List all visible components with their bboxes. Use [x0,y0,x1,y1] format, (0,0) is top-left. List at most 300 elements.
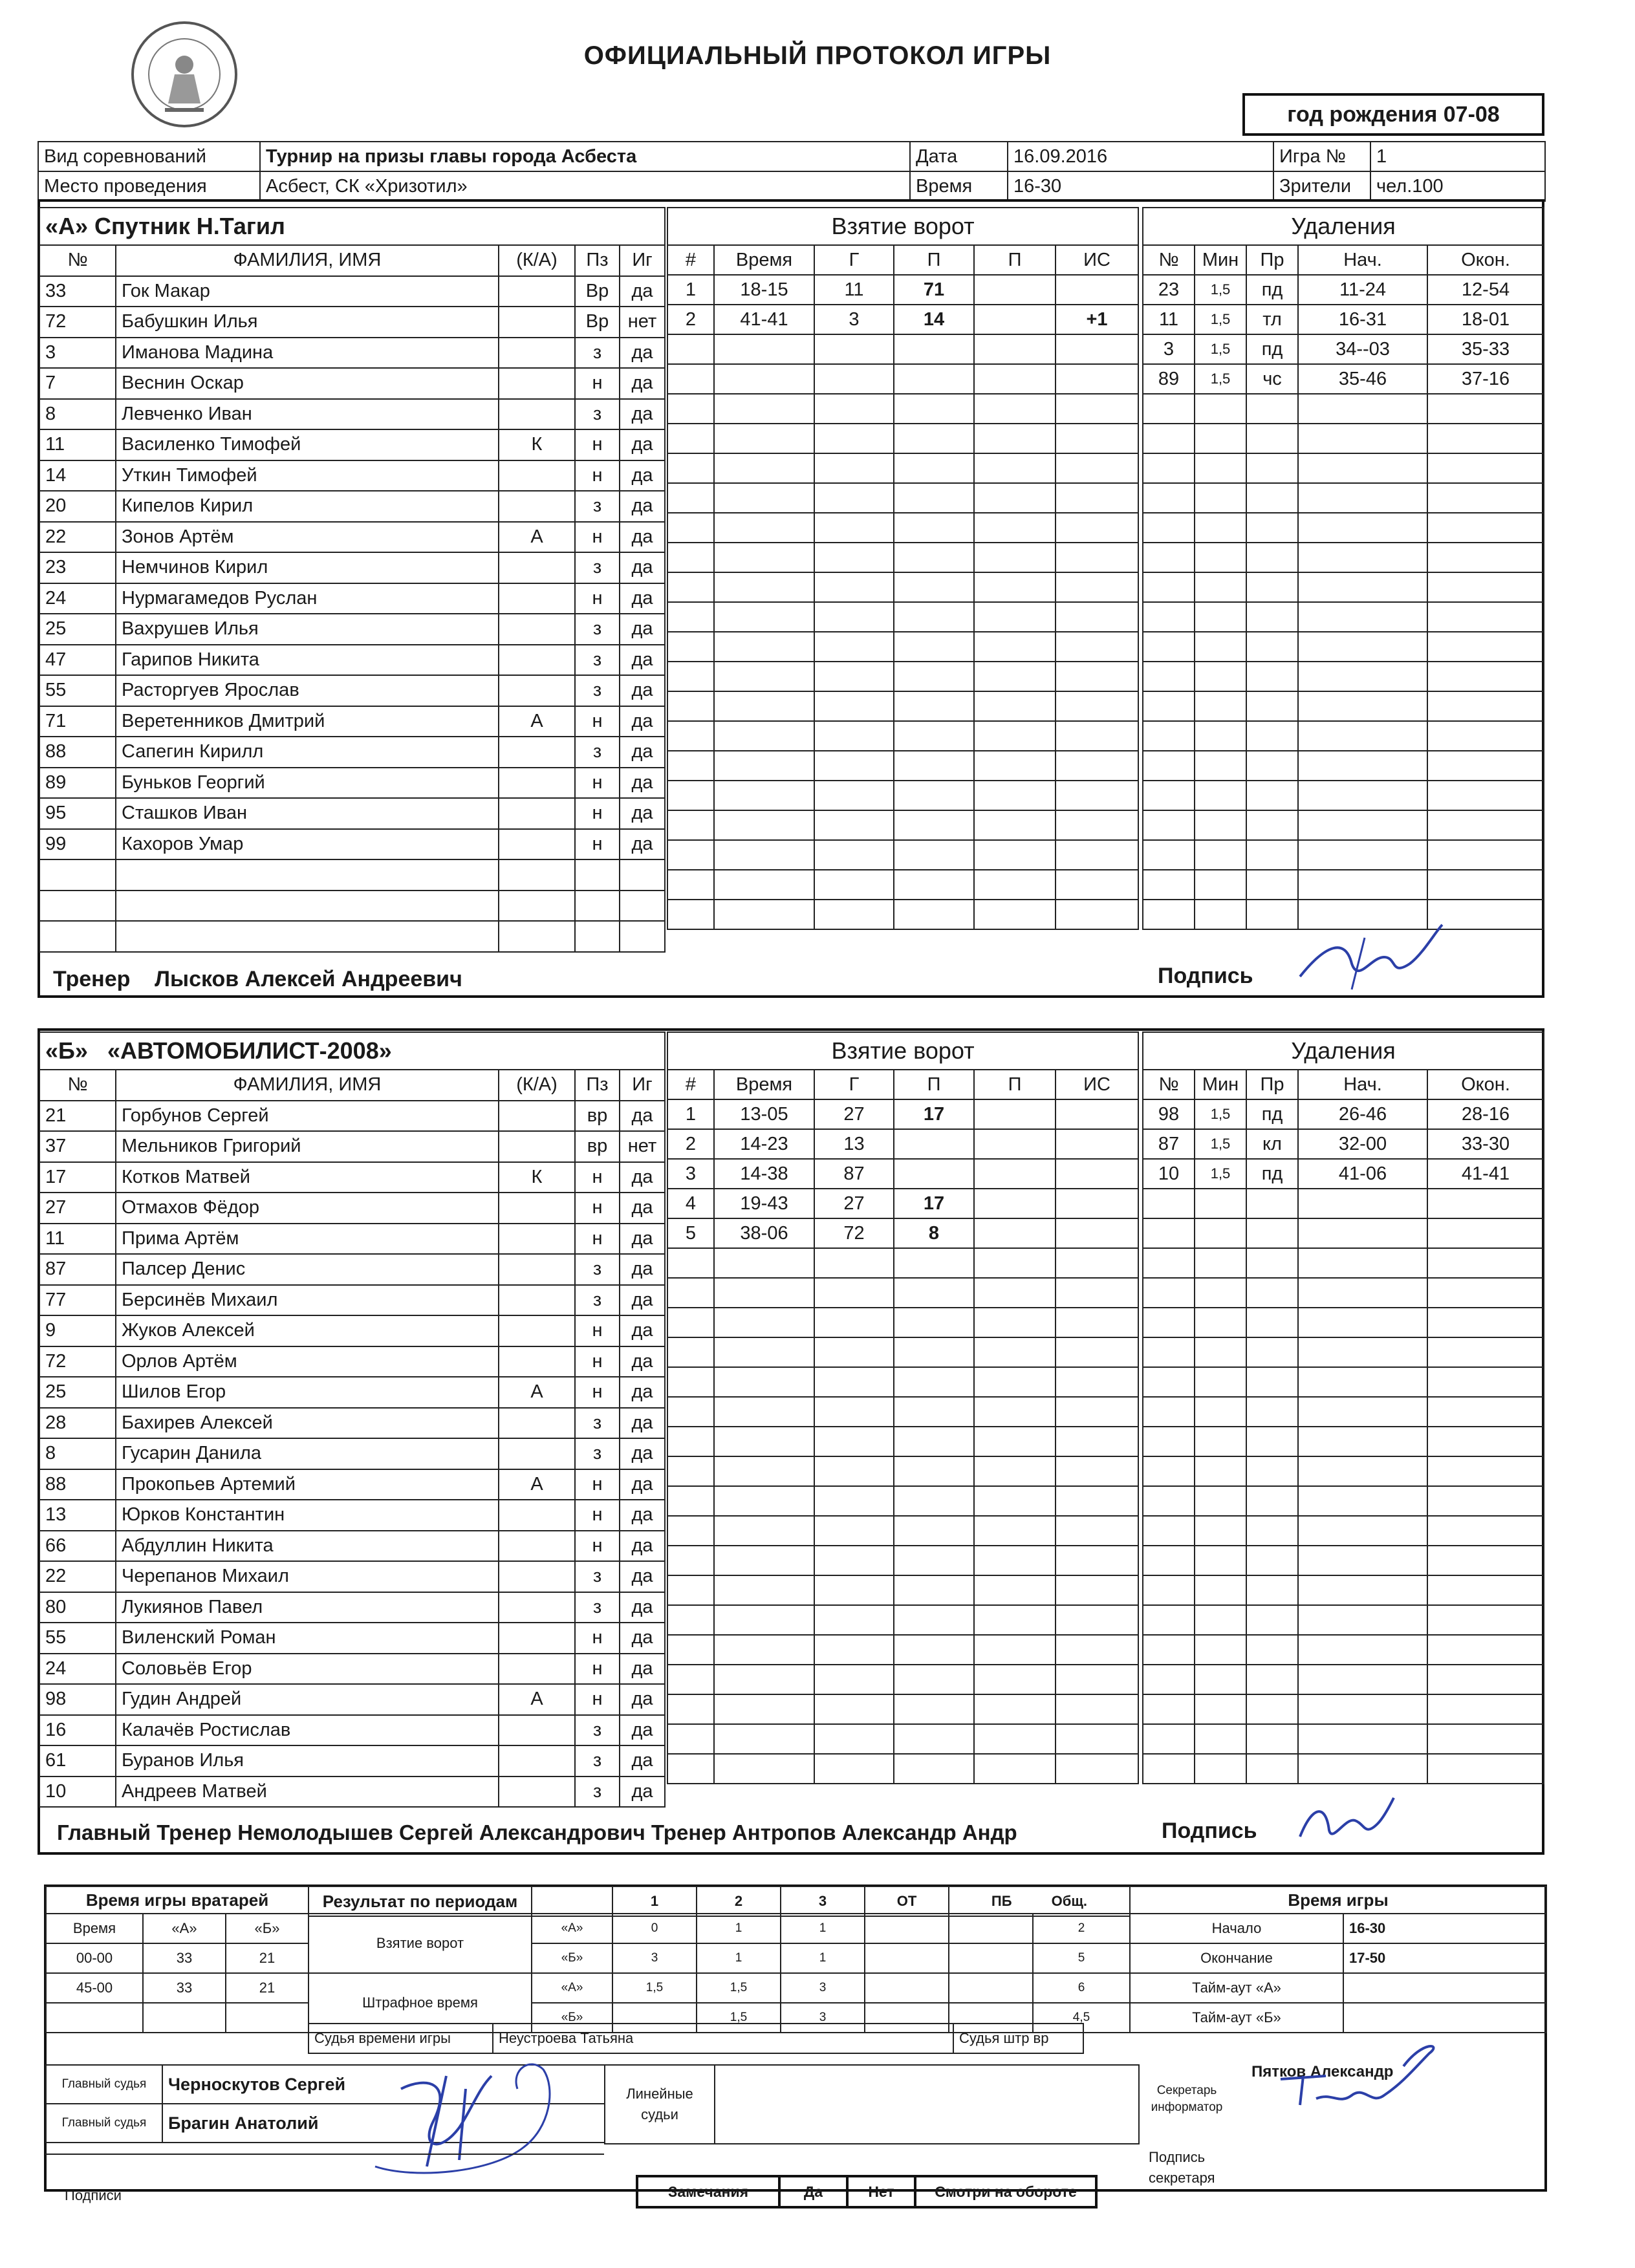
goal-row [667,1575,1138,1605]
team-a-coach [53,967,462,992]
goal-row [667,513,1138,543]
player-row [39,829,665,860]
goal-assist-1 [894,662,974,691]
goal-row [667,1635,1138,1665]
player-role [499,583,575,614]
penalty-end [1427,810,1544,840]
col-ig: Иг [620,1070,665,1101]
player-played: да [620,1777,665,1808]
penalty-end [1427,513,1544,543]
goal-row [667,1546,1138,1575]
penalty-minutes [1195,1248,1246,1278]
penalty-end [1427,602,1544,632]
player-role [499,1745,575,1777]
venue-value: Асбест, СК «Хризотил» [260,171,910,201]
player-played: да [620,1224,665,1255]
goal-situation [1056,1218,1138,1248]
results-cell: 0 [612,1914,697,1943]
player-name: Гудин Андрей [116,1684,499,1715]
penalty-row [1143,1218,1544,1248]
penalty-reason [1246,394,1298,424]
timeout-b-value [1343,2003,1546,2033]
player-number: 99 [39,829,116,860]
remarks-yes[interactable]: Да [779,2176,847,2207]
goal-row [667,394,1138,424]
line-judges-label: Линейные судьи [605,2065,715,2144]
penalty-player [1143,721,1195,751]
player-name: Левченко Иван [116,399,499,430]
goal-assist-2 [974,1337,1056,1367]
remarks-see-back[interactable]: Смотри на обороте [915,2176,1096,2207]
penalty-minutes: 1,5 [1195,1159,1246,1189]
penalty-minutes [1195,1635,1246,1665]
player-row [39,1315,665,1346]
penalties-b-title: Удаления [1143,1032,1544,1070]
player-played: да [620,1285,665,1316]
remarks-no[interactable]: Нет [847,2176,915,2207]
player-position: вр [575,1101,620,1132]
player-row [39,1408,665,1439]
goal-assist-2 [974,1397,1056,1427]
penalty-end [1427,1397,1544,1427]
penalty-row [1143,1397,1544,1427]
penalty-minutes [1195,1516,1246,1546]
penalty-start [1298,424,1427,453]
goal-situation [1056,1337,1138,1367]
penalty-minutes [1195,781,1246,810]
goal-row [667,1605,1138,1635]
team-b-signature [1294,1791,1397,1850]
player-number: 66 [39,1531,116,1562]
goals-b-title: Взятие ворот [667,1032,1138,1070]
gk-cell: 33 [143,1973,226,2003]
penalty-reason [1246,1575,1298,1605]
player-role: К [499,1162,575,1193]
penalty-player [1143,1218,1195,1248]
goal-row [667,751,1138,781]
penalty-minutes [1195,662,1246,691]
penalty-player [1143,1665,1195,1694]
goal-time [714,810,814,840]
goal-assist-1 [894,1516,974,1546]
penalty-start [1298,1397,1427,1427]
penalty-start: 32-00 [1298,1129,1427,1159]
goal-scorer [814,1546,894,1575]
penalty-reason [1246,513,1298,543]
player-row [39,706,665,737]
goal-number [667,1427,714,1456]
col-ig: Иг [620,245,665,276]
line-judges-value [715,2065,1139,2144]
col-name: ФАМИЛИЯ, ИМЯ [116,1070,499,1101]
player-role [499,859,575,891]
end-value: 17-50 [1343,1943,1546,1973]
goal-scorer [814,1694,894,1724]
penalty-row [1143,840,1544,870]
player-role: К [499,429,575,460]
penalty-reason [1246,1367,1298,1397]
penalty-end [1427,691,1544,721]
penalty-player [1143,1575,1195,1605]
penalty-end [1427,632,1544,662]
player-position: з [575,491,620,522]
penalty-reason [1246,721,1298,751]
penalty-reason: пд [1246,1099,1298,1129]
penalty-start [1298,1486,1427,1516]
gk-empty [143,2003,226,2033]
goal-row [667,602,1138,632]
player-name: Отмахов Фёдор [116,1193,499,1224]
goal-time [714,483,814,513]
penalty-end [1427,543,1544,572]
pen-col-pr: Пр [1246,245,1298,275]
penalty-end [1427,1278,1544,1308]
penalty-minutes [1195,394,1246,424]
penalty-player [1143,1516,1195,1546]
goal-assist-2 [974,1635,1056,1665]
goal-situation [1056,1456,1138,1486]
penalty-row [1143,1308,1544,1337]
goal-assist-1 [894,1724,974,1754]
gk-title: Время игры вратарей [46,1886,309,1914]
penalty-row [1143,1575,1544,1605]
player-position: н [575,1346,620,1377]
player-role [499,1777,575,1808]
player-number: 80 [39,1592,116,1623]
penalty-end: 35-33 [1427,334,1544,364]
secretary-sign-label: Подпись секретаря [1149,2149,1215,2186]
player-number: 11 [39,1224,116,1255]
penalty-end [1427,1456,1544,1486]
penalty-reason: пд [1246,334,1298,364]
player-played: да [620,737,665,768]
player-row [39,583,665,614]
player-number: 16 [39,1715,116,1746]
goal-assist-1 [894,1486,974,1516]
pen-col-pr: Пр [1246,1070,1298,1099]
goal-row [667,1724,1138,1754]
results-cell [865,1943,949,1973]
player-role [499,737,575,768]
gk-cell: 33 [143,1943,226,1973]
player-number [39,921,116,952]
penalty-player: 3 [1143,334,1195,364]
penalty-start [1298,1308,1427,1337]
player-row [39,1561,665,1592]
goal-assist-1: 14 [894,305,974,334]
penalty-end: 33-30 [1427,1129,1544,1159]
player-number: 17 [39,1162,116,1193]
penalty-row [1143,334,1544,364]
penalty-row [1143,721,1544,751]
penalty-reason [1246,870,1298,900]
goal-situation [1056,1427,1138,1456]
penalty-player: 98 [1143,1099,1195,1129]
penalty-end [1427,1635,1544,1665]
results-cell [865,1973,949,2003]
player-row [39,798,665,829]
player-role: А [499,1469,575,1500]
player-position: з [575,552,620,583]
goal-number [667,513,714,543]
goal-situation [1056,632,1138,662]
penalty-reason [1246,781,1298,810]
player-name: Василенко Тимофей [116,429,499,460]
player-position: з [575,1285,620,1316]
player-played: да [620,1162,665,1193]
penalty-row [1143,662,1544,691]
goal-time: 19-43 [714,1189,814,1218]
penalty-player: 89 [1143,364,1195,394]
penalty-reason [1246,810,1298,840]
penalty-reason [1246,1397,1298,1427]
goal-number [667,483,714,513]
penalty-row [1143,1159,1544,1189]
results-row-label: Штрафное время [309,1973,532,2033]
goal-situation [1056,543,1138,572]
player-role: А [499,1684,575,1715]
period-1: 1 [612,1886,697,1916]
penalty-player [1143,543,1195,572]
player-name: Гок Макар [116,276,499,307]
penalty-row [1143,1605,1544,1635]
player-number: 71 [39,706,116,737]
player-name: Палсер Денис [116,1254,499,1285]
player-played: да [620,1101,665,1132]
player-position: з [575,1592,620,1623]
goal-assist-1 [894,364,974,394]
player-number: 72 [39,307,116,338]
penalty-start [1298,483,1427,513]
goal-situation [1056,364,1138,394]
penalty-player [1143,1189,1195,1218]
player-played: нет [620,307,665,338]
goal-assist-1 [894,1694,974,1724]
team-b-sign-label: Подпись [1162,1819,1257,1843]
player-role [499,921,575,952]
goal-scorer [814,513,894,543]
goal-time [714,781,814,810]
goal-assist-1 [894,1308,974,1337]
penalty-end [1427,1308,1544,1337]
goal-time [714,632,814,662]
goal-time: 13-05 [714,1099,814,1129]
goal-number [667,632,714,662]
goal-assist-1 [894,1754,974,1784]
penalty-minutes [1195,1486,1246,1516]
player-row [39,614,665,645]
player-played: да [620,1561,665,1592]
penalty-judge-label: Судья штр вр [953,2024,1083,2053]
player-number: 27 [39,1193,116,1224]
team-b-roster [39,1031,666,1808]
team-a-sign-label: Подпись [1158,964,1253,988]
player-played: да [620,491,665,522]
goal-assist-1 [894,1129,974,1159]
player-position: з [575,1254,620,1285]
goal-assist-2 [974,305,1056,334]
penalty-minutes: 1,5 [1195,1099,1246,1129]
goal-row [667,632,1138,662]
goal-row [667,1397,1138,1427]
goal-situation [1056,870,1138,900]
goal-scorer [814,334,894,364]
player-number: 28 [39,1408,116,1439]
penalty-row [1143,305,1544,334]
penalty-reason [1246,1189,1298,1218]
penalty-minutes: 1,5 [1195,334,1246,364]
player-number: 77 [39,1285,116,1316]
player-number: 95 [39,798,116,829]
penalty-end: 37-16 [1427,364,1544,394]
penalty-start [1298,1516,1427,1546]
goal-assist-1 [894,483,974,513]
penalty-reason [1246,1754,1298,1784]
team-a-signature [1287,918,1455,996]
team-a-goals [667,207,1139,930]
goal-time: 14-38 [714,1159,814,1189]
goal-scorer [814,572,894,602]
penalty-end: 12-54 [1427,275,1544,305]
timeout-a-value [1343,1973,1546,2003]
goal-scorer [814,1575,894,1605]
player-role [499,1224,575,1255]
penalty-start [1298,394,1427,424]
penalty-start [1298,1337,1427,1367]
player-role [499,1715,575,1746]
goal-assist-2 [974,1099,1056,1129]
player-position: з [575,399,620,430]
player-name: Кахоров Умар [116,829,499,860]
player-played: да [620,1315,665,1346]
remarks-label[interactable]: Замечания [637,2176,779,2207]
goal-scorer [814,721,894,751]
player-played: да [620,675,665,706]
goal-row [667,1694,1138,1724]
goal-time [714,1486,814,1516]
goal-scorer [814,1456,894,1486]
goal-assist-2 [974,1367,1056,1397]
goal-situation [1056,1278,1138,1308]
player-name: Виленский Роман [116,1623,499,1654]
penalty-start [1298,810,1427,840]
penalty-row [1143,810,1544,840]
period-total [949,1886,1130,1916]
goal-assist-1 [894,751,974,781]
results-title: Результат по периодам [309,1886,532,1916]
goal-situation [1056,1367,1138,1397]
results-cell [865,1914,949,1943]
pen-col-no: № [1143,1070,1195,1099]
penalty-start [1298,1605,1427,1635]
penalty-row [1143,543,1544,572]
results-cell: 6 [1033,1973,1130,2003]
penalty-row [1143,781,1544,810]
player-played: да [620,460,665,491]
player-played: да [620,552,665,583]
goal-assist-1 [894,453,974,483]
player-number: 55 [39,1623,116,1654]
penalty-player [1143,1635,1195,1665]
goal-row [667,721,1138,751]
goal-scorer [814,870,894,900]
goal-number: 3 [667,1159,714,1189]
goal-scorer: 11 [814,275,894,305]
penalty-reason [1246,1337,1298,1367]
goal-number [667,1575,714,1605]
player-name [116,921,499,952]
penalty-minutes [1195,543,1246,572]
goal-assist-2 [974,1546,1056,1575]
goal-assist-2 [974,572,1056,602]
player-number: 55 [39,675,116,706]
goal-scorer [814,632,894,662]
goal-number [667,662,714,691]
penalty-start [1298,840,1427,870]
penalty-player [1143,394,1195,424]
team-a-penalties [1142,207,1544,930]
goal-situation [1056,1099,1138,1129]
player-name [116,859,499,891]
goal-time [714,394,814,424]
date-value: 16.09.2016 [1008,142,1273,171]
penalty-player [1143,751,1195,781]
goal-number [667,1486,714,1516]
player-position [575,891,620,922]
penalty-end [1427,1575,1544,1605]
penalty-reason [1246,1724,1298,1754]
goal-assist-2 [974,1189,1056,1218]
penalty-start [1298,1665,1427,1694]
goal-assist-2 [974,513,1056,543]
penalty-end [1427,721,1544,751]
results-cell: 1 [697,1943,781,1973]
penalty-reason [1246,453,1298,483]
penalty-minutes [1195,424,1246,453]
player-role [499,645,575,676]
player-played [620,891,665,922]
player-played: да [620,1193,665,1224]
penalty-minutes: 1,5 [1195,1129,1246,1159]
penalty-minutes [1195,1367,1246,1397]
goal-assist-2 [974,394,1056,424]
player-row [39,1285,665,1316]
goal-row [667,1516,1138,1546]
penalty-start [1298,751,1427,781]
player-role [499,614,575,645]
col-ka: (К/А) [499,1070,575,1101]
goal-scorer [814,1724,894,1754]
player-name: Прокопьев Артемий [116,1469,499,1500]
goal-assist-2 [974,364,1056,394]
results-cell: 5 [1033,1943,1130,1973]
goal-assist-2 [974,632,1056,662]
goal-assist-1 [894,900,974,929]
results-cell: 1 [781,1914,865,1943]
col-no: № [39,245,116,276]
goal-col-time: Время [714,1070,814,1099]
goal-row [667,572,1138,602]
penalty-start [1298,602,1427,632]
penalty-reason: пд [1246,1159,1298,1189]
goal-row [667,1248,1138,1278]
penalty-player [1143,1724,1195,1754]
goal-assist-2 [974,691,1056,721]
start-value: 16-30 [1343,1914,1546,1943]
goal-assist-2 [974,1665,1056,1694]
player-row [39,1346,665,1377]
penalty-start [1298,1189,1427,1218]
